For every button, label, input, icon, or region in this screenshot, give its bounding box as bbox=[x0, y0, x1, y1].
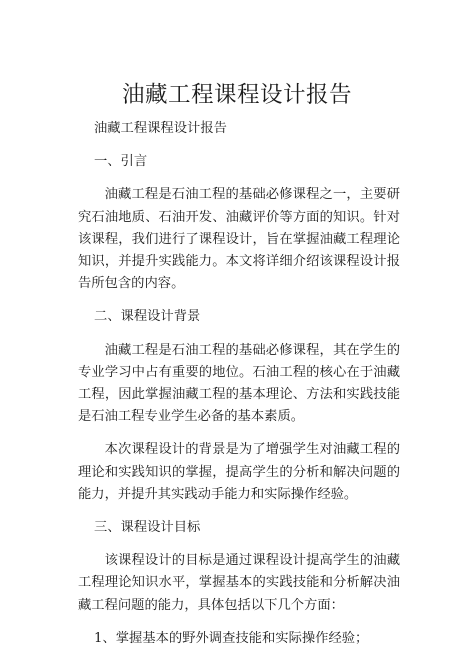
section-heading-objectives: 三、课程设计目标 bbox=[93, 520, 201, 536]
list-item-objective-1: 1、掌握基本的野外调查技能和实际操作经验； bbox=[93, 630, 369, 646]
paragraph-background-1: 油藏工程是石油工程的基础必修课程，其在学生的专业学习中占有重要的地位。石油工程的核心在于油藏工程，因此掌握油藏工程的基本理论、方法和实践技能是石油工程专业学生必备的基本素质。 bbox=[78, 342, 400, 425]
section-heading-introduction: 一、引言 bbox=[93, 154, 148, 170]
section-heading-background: 二、课程设计背景 bbox=[93, 309, 201, 325]
document-body bbox=[78, 118, 400, 661]
paragraph-objectives: 该课程设计的目标是通过课程设计提高学生的油藏工程理论知识水平，掌握基本的实践技能和分析解决油藏工程问题的能力，具体包括以下几个方面： bbox=[78, 553, 400, 613]
paragraph-introduction: 油藏工程是石油工程的基础必修课程之一，主要研究石油地质、石油开发、油藏评价等方面的知识。针对该课程，我们进行了课程设计，旨在掌握油藏工程理论知识，并提升实践能力。本文将详细介绍该课程设计报告所包含的内容。 bbox=[78, 187, 400, 292]
paragraph-background-2: 本次课程设计的背景是为了增强学生对油藏工程的理论和实践知识的掌握，提高学生的分析和解决问题的能力，并提升其实践动手能力和实际操作经验。 bbox=[78, 442, 400, 502]
document-title: 油藏工程课程设计报告 bbox=[121, 82, 352, 108]
document-subtitle: 油藏工程课程设计报告 bbox=[93, 121, 227, 136]
